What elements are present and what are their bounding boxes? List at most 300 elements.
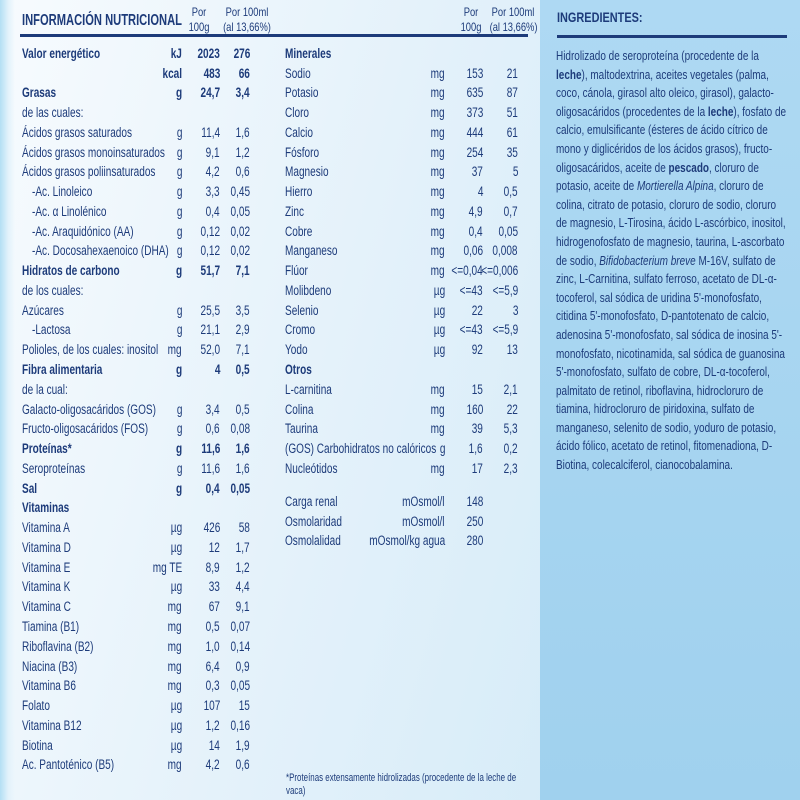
- row-label: Ácidos grasos saturados: [22, 124, 132, 140]
- table-row: [285, 84, 518, 104]
- row-value-per100ml: 61: [506, 124, 518, 140]
- table-row: [285, 281, 518, 301]
- row-unit: g: [176, 144, 182, 160]
- row-unit: [136, 380, 182, 400]
- row-value-per100ml: 2,9: [236, 322, 250, 338]
- ingredient-segment: Bifidobacterium breve: [599, 252, 696, 268]
- col-header-per-100g-middle: Por 100g: [460, 5, 482, 34]
- row-value-per100ml: 0,5: [236, 401, 250, 417]
- ingredient-segment: , cloruro de potasio, aceite de: [556, 159, 759, 194]
- row-label: Ácidos grasos monoinsaturados: [22, 144, 165, 160]
- row-value-per100ml: 2,3: [504, 460, 518, 476]
- table-row: [285, 64, 518, 84]
- row-value-per100g: 11,6: [201, 460, 220, 476]
- row-label: [22, 64, 152, 84]
- col-header-per-100g-left: Por 100g: [188, 5, 210, 34]
- row-value-per100ml: 1,6: [236, 124, 250, 140]
- ingredient-segment: Mortierella Alpina: [636, 178, 714, 194]
- row-label: Zinc: [285, 203, 304, 219]
- row-unit: mg: [168, 638, 182, 654]
- row-label: Polioles, de los cuales: inositol: [22, 342, 159, 358]
- row-value-per100ml: 21: [506, 65, 518, 81]
- row-label: Riboflavina (B2): [22, 638, 94, 654]
- row-unit: µg: [433, 282, 445, 298]
- row-label: Biotina: [22, 737, 53, 753]
- row-value-per100g: 0,4: [206, 203, 220, 219]
- table-row: [22, 400, 250, 420]
- row-value-per100g: 6,4: [206, 658, 220, 674]
- row-value-per100g: 250: [466, 513, 483, 529]
- row-unit: mOsmol/l: [402, 493, 445, 509]
- row-unit: mg: [168, 342, 182, 358]
- row-value-per100g: 4,2: [206, 757, 220, 773]
- row-value-per100g: [439, 360, 483, 380]
- row-unit: mg: [431, 124, 445, 140]
- row-unit: mg: [431, 85, 445, 101]
- row-value-per100g: 33: [208, 579, 220, 595]
- table-row: [285, 380, 518, 400]
- row-label: Vitamina C: [22, 599, 71, 615]
- row-value-per100ml: 3: [512, 302, 518, 318]
- row-label: (GOS) Carbohidratos no calóricos: [285, 441, 437, 457]
- row-unit: g: [176, 124, 182, 140]
- table-row: [285, 222, 518, 242]
- row-value-per100ml: 0,05: [498, 223, 518, 239]
- row-value-per100ml: 3,4: [236, 85, 250, 101]
- row-unit: mg: [168, 658, 182, 674]
- row-unit: µg: [170, 539, 182, 555]
- row-unit: g: [176, 164, 182, 180]
- table-row: [22, 64, 250, 84]
- row-unit: mg: [168, 618, 182, 634]
- row-value-per100g: 0,4: [206, 480, 220, 496]
- ingredients-text: [556, 47, 788, 475]
- row-label: Fibra alimentaria: [22, 362, 103, 378]
- row-value-per100ml: 0,08: [230, 421, 250, 437]
- row-value-per100ml: 0,7: [504, 203, 518, 219]
- row-unit: g: [176, 243, 182, 259]
- table-row: [22, 222, 250, 242]
- row-label: Vitaminas: [22, 500, 70, 516]
- ingredient-segment: pescado: [668, 159, 710, 175]
- row-label: Cromo: [285, 322, 316, 338]
- row-value-per100g: 373: [466, 105, 483, 121]
- row-value-per100g: 0,6: [206, 421, 220, 437]
- row-unit: kJ: [170, 45, 182, 61]
- table-row: [22, 84, 250, 104]
- row-unit: mg: [431, 144, 445, 160]
- row-value-per100g: 160: [466, 401, 483, 417]
- table-row: [22, 44, 250, 64]
- ingredient-segment: ), fosfato de calcio, emulsificante (ésteres de ácido cítrico de mono y diglicéridos de los ácidos grasos), fructo-oligosacáridos, aceite de: [556, 103, 787, 175]
- row-value-per100g: 483: [203, 65, 220, 81]
- row-value-per100g: <=0,04: [451, 263, 483, 279]
- row-label: -Lactosa: [32, 322, 71, 338]
- row-unit: g: [176, 302, 182, 318]
- row-label: Yodo: [285, 342, 308, 358]
- row-label: -Ac. α Linolénico: [32, 203, 107, 219]
- table-row: [285, 360, 518, 380]
- table-row: [22, 657, 250, 677]
- row-unit: mg: [431, 65, 445, 81]
- table-row: [22, 479, 250, 499]
- table-row: [285, 492, 518, 512]
- ingredient-segment: ), maltodextrina, aceites vegetales (palma, coco, cánola, girasol alto oleico, girasol), galacto-oligosacáridos (procedentes de la: [556, 66, 774, 119]
- table-row: [22, 617, 250, 637]
- row-value-per100g: 17: [471, 460, 483, 476]
- row-label: Molibdeno: [285, 282, 332, 298]
- row-value-per100g: 9,1: [206, 144, 220, 160]
- table-row: [22, 736, 250, 756]
- row-value-per100ml: 13: [506, 342, 518, 358]
- row-value-per100g: 148: [466, 493, 483, 509]
- row-value-per100g: 8,9: [206, 559, 220, 575]
- table-row: [22, 597, 250, 617]
- row-unit: g: [176, 460, 182, 476]
- row-unit: mg: [431, 105, 445, 121]
- row-value-per100ml: 66: [238, 65, 250, 81]
- row-value-per100ml: 0,05: [230, 480, 250, 496]
- row-value-per100g: 3,3: [206, 184, 220, 200]
- row-unit: mg: [431, 401, 445, 417]
- row-label: de la cual:: [22, 381, 68, 397]
- row-label: Manganeso: [285, 243, 338, 259]
- row-unit: g: [175, 441, 182, 457]
- row-value-per100ml: 0,9: [236, 658, 250, 674]
- row-value-per100g: 0,12: [200, 223, 220, 239]
- row-value-per100ml: 0,6: [236, 164, 250, 180]
- row-value-per100ml: 15: [238, 698, 250, 714]
- row-value-per100g: [182, 281, 220, 301]
- row-label: Vitamina K: [22, 579, 71, 595]
- row-label: Magnesio: [285, 164, 329, 180]
- row-label: Proteínas*: [22, 441, 72, 457]
- row-unit: mg: [431, 460, 445, 476]
- row-unit: mg: [431, 184, 445, 200]
- row-unit: mg: [431, 263, 445, 279]
- row-label: Sodio: [285, 65, 311, 81]
- table-row: [22, 380, 250, 400]
- row-unit: [136, 281, 182, 301]
- row-unit: mg: [431, 203, 445, 219]
- row-label: Seroproteínas: [22, 460, 86, 476]
- row-value-per100g: 4,2: [206, 164, 220, 180]
- row-label: Tiamina (B1): [22, 618, 80, 634]
- row-label: Osmolalidad: [285, 533, 341, 549]
- row-value-per100g: 1,2: [206, 717, 220, 733]
- row-label: Cobre: [285, 223, 313, 239]
- nutrition-table-osmolarity: [285, 492, 518, 551]
- row-value-per100g: 12: [208, 539, 220, 555]
- table-row: [285, 123, 518, 143]
- row-value-per100ml: 2,1: [504, 381, 518, 397]
- row-value-per100ml: 5: [512, 164, 518, 180]
- row-value-per100ml: [220, 499, 250, 519]
- row-value-per100g: 1,0: [206, 638, 220, 654]
- row-value-per100g: 52,0: [200, 342, 220, 358]
- row-value-per100g: 15: [471, 381, 483, 397]
- row-value-per100g: <=43: [460, 282, 483, 298]
- table-row: [285, 44, 518, 64]
- row-label: Colina: [285, 401, 314, 417]
- row-value-per100g: [182, 499, 220, 519]
- row-value-per100g: 107: [203, 698, 220, 714]
- row-label: Calcio: [285, 124, 313, 140]
- table-row: [22, 242, 250, 262]
- table-row: [22, 518, 250, 538]
- row-value-per100ml: 0,02: [230, 223, 250, 239]
- row-value-per100ml: 3,5: [236, 302, 250, 318]
- row-value-per100ml: 1,6: [236, 460, 250, 476]
- table-row: [22, 420, 250, 440]
- table-row: [22, 202, 250, 222]
- table-row: [22, 281, 250, 301]
- row-value-per100g: 0,5: [206, 618, 220, 634]
- nutrition-table-minerals: [285, 44, 518, 479]
- page-title-text: INFORMACIÓN NUTRICIONAL: [22, 12, 182, 29]
- row-unit: g: [176, 401, 182, 417]
- row-value-per100g: 11,6: [201, 441, 220, 457]
- row-label: Minerales: [285, 45, 332, 61]
- table-row: [285, 400, 518, 420]
- row-label: Vitamina D: [22, 539, 71, 555]
- row-label: Osmolaridad: [285, 513, 342, 529]
- row-label: Hierro: [285, 184, 313, 200]
- row-unit: g: [439, 441, 445, 457]
- row-label: Vitamina B12: [22, 717, 82, 733]
- row-label: -Ac. Araquidónico (AA): [32, 223, 134, 239]
- row-label: -Ac. Docosahexaenoico (DHA): [32, 243, 169, 259]
- table-row: [285, 242, 518, 262]
- row-value-per100g: 24,7: [200, 85, 220, 101]
- row-value-per100g: 4: [477, 184, 483, 200]
- row-value-per100ml: 0,5: [236, 362, 250, 378]
- row-unit: mg TE: [152, 559, 182, 575]
- row-unit: µg: [170, 737, 182, 753]
- table-row: [22, 103, 250, 123]
- row-value-per100g: 0,12: [200, 243, 220, 259]
- row-value-per100ml: 276: [233, 45, 250, 61]
- row-value-per100g: 14: [208, 737, 220, 753]
- row-value-per100ml: 0,008: [492, 243, 518, 259]
- row-value-per100g: 4,9: [469, 203, 483, 219]
- row-label: de los cuales:: [22, 282, 84, 298]
- row-label: Fósforo: [285, 144, 320, 160]
- table-row: [22, 360, 250, 380]
- row-label: Potasio: [285, 85, 319, 101]
- row-unit: g: [176, 184, 182, 200]
- row-value-per100ml: 0,07: [230, 618, 250, 634]
- row-label: Ácidos grasos poliinsaturados: [22, 164, 156, 180]
- table-row: [285, 321, 518, 341]
- row-value-per100g: 635: [466, 85, 483, 101]
- ingredient-segment: leche: [707, 103, 734, 119]
- row-value-per100g: 444: [466, 124, 483, 140]
- table-row: [285, 301, 518, 321]
- row-unit: mg: [168, 599, 182, 615]
- row-unit: mg: [431, 243, 445, 259]
- row-unit: [136, 103, 182, 123]
- row-value-per100ml: 7,1: [236, 263, 250, 279]
- row-unit: µg: [433, 342, 445, 358]
- table-row: [22, 677, 250, 697]
- row-label: Azúcares: [22, 302, 64, 318]
- row-label: Flúor: [285, 263, 308, 279]
- table-row: [285, 532, 518, 552]
- row-value-per100g: 1,6: [469, 441, 483, 457]
- row-unit: [385, 360, 445, 380]
- table-row: [22, 321, 250, 341]
- row-value-per100ml: [484, 512, 518, 532]
- row-value-per100g: 4: [214, 362, 220, 378]
- row-value-per100g: 39: [471, 421, 483, 437]
- row-value-per100ml: 22: [506, 401, 518, 417]
- row-value-per100g: <=43: [460, 322, 483, 338]
- row-unit: g: [176, 223, 182, 239]
- row-unit: µg: [170, 520, 182, 536]
- table-row: [22, 756, 250, 776]
- row-value-per100g: 92: [471, 342, 483, 358]
- table-row: [22, 558, 250, 578]
- row-unit: mg: [431, 421, 445, 437]
- row-value-per100g: 153: [466, 65, 483, 81]
- protein-footnote: *Proteínas extensamente hidrolizadas (procedente de la leche de vaca): [286, 772, 517, 797]
- row-value-per100ml: [484, 532, 518, 552]
- row-unit: mg: [431, 381, 445, 397]
- row-label: Sal: [22, 480, 38, 496]
- table-row: [22, 716, 250, 736]
- row-value-per100g: 37: [471, 164, 483, 180]
- row-value-per100ml: [484, 492, 518, 512]
- row-unit: kcal: [162, 65, 182, 81]
- table-row: [22, 696, 250, 716]
- row-label: Otros: [285, 362, 312, 378]
- row-value-per100g: [182, 380, 220, 400]
- row-label: Cloro: [285, 105, 309, 121]
- header-divider-line: [20, 34, 528, 37]
- ingredient-segment: , cloruro de colina, citrato de potasio, cloruro de sodio, cloruro de magnesio, L-Tirosina, ácido L-ascórbico, inositol, hidrogenofosfato de magnesio, taurina, L-ascorbato de sodio,: [556, 178, 786, 268]
- table-row: [285, 163, 518, 183]
- row-value-per100ml: 1,2: [236, 144, 250, 160]
- row-unit: [136, 499, 182, 519]
- row-unit: mg: [168, 678, 182, 694]
- row-value-per100ml: <=5,9: [492, 282, 518, 298]
- table-row: [285, 340, 518, 360]
- row-value-per100g: [182, 103, 220, 123]
- row-value-per100ml: 1,2: [236, 559, 250, 575]
- row-unit: g: [175, 362, 182, 378]
- row-label: Vitamina E: [22, 559, 71, 575]
- row-value-per100ml: 58: [238, 520, 250, 536]
- col-header-per-100ml-middle: Por 100ml (al 13,66%): [489, 5, 538, 34]
- row-unit: mOsmol/l: [402, 513, 445, 529]
- table-row: [285, 512, 518, 532]
- ingredient-segment: M-16V, sulfato de zinc, L-Carnitina, sulfato ferroso, acetato de DL-α-tocoferol, sal sódica de uridina 5'-monofosfato, citidina 5'-monofosfato, D-pantotenato de calcio, adenosina 5'-monofosfato, sal sódica de inosina 5'-monofosfato, nicotinamida, sal sódica de guanosina 5'-monofosfato, sulfato de cobre, DL-α-tocoferol, palmitato de retinol, riboflavina, hidrocloruro de tiamina, hidrocloruro de piridoxina, sulfato de manganeso, selenito de sodio, yoduro de potasio, ácido fólico, acetato de retinol, fitomenadiona, D-Biotina, colecalciferol, cianocobalamina.: [556, 252, 785, 473]
- ingredients-paragraph: [556, 47, 787, 475]
- table-row: [22, 182, 250, 202]
- row-unit: mOsmol/kg agua: [369, 533, 445, 549]
- row-unit: g: [176, 203, 182, 219]
- table-row: [22, 340, 250, 360]
- row-value-per100ml: 7,1: [236, 342, 250, 358]
- table-row: [22, 301, 250, 321]
- row-unit: g: [176, 322, 182, 338]
- row-label: Vitamina B6: [22, 678, 76, 694]
- row-value-per100ml: [484, 44, 518, 64]
- row-value-per100ml: 1,7: [236, 539, 250, 555]
- table-row: [285, 420, 518, 440]
- row-value-per100ml: 1,6: [236, 441, 250, 457]
- table-row: [285, 202, 518, 222]
- row-value-per100ml: 0,05: [230, 203, 250, 219]
- row-value-per100ml: [220, 380, 250, 400]
- row-label: de las cuales:: [22, 105, 84, 121]
- table-row: [22, 163, 250, 183]
- table-row: [22, 439, 250, 459]
- row-label: Folato: [22, 698, 50, 714]
- table-row: [285, 103, 518, 123]
- row-value-per100g: 426: [203, 520, 220, 536]
- row-value-per100g: 3,4: [206, 401, 220, 417]
- row-label: Vitamina A: [22, 520, 70, 536]
- row-unit: [385, 44, 445, 64]
- package-edge-gradient: [0, 0, 15, 800]
- row-value-per100g: 21,1: [200, 322, 220, 338]
- table-row: [22, 143, 250, 163]
- row-value-per100g: 254: [466, 144, 483, 160]
- row-label: L-carnitina: [285, 381, 332, 397]
- row-unit: g: [175, 263, 182, 279]
- row-unit: µg: [433, 302, 445, 318]
- row-value-per100ml: 0,16: [230, 717, 250, 733]
- row-unit: g: [176, 421, 182, 437]
- row-value-per100ml: 87: [506, 85, 518, 101]
- row-value-per100ml: 1,9: [236, 737, 250, 753]
- row-value-per100ml: 0,5: [504, 184, 518, 200]
- row-value-per100g: 280: [466, 533, 483, 549]
- row-unit: µg: [170, 579, 182, 595]
- ingredient-segment: Hidrolizado de seroproteína (procedente de la: [556, 48, 759, 63]
- table-row: [22, 261, 250, 281]
- table-row: [285, 439, 518, 459]
- row-value-per100g: 67: [208, 599, 220, 615]
- row-value-per100ml: 0,14: [230, 638, 250, 654]
- row-value-per100g: [439, 44, 483, 64]
- row-value-per100g: 11,4: [201, 124, 220, 140]
- row-label: Ac. Pantoténico (B5): [22, 757, 115, 773]
- row-value-per100ml: 4,4: [236, 579, 250, 595]
- row-unit: µg: [433, 322, 445, 338]
- row-value-per100g: 22: [471, 302, 483, 318]
- col-header-per-100ml-left: Por 100ml (al 13,66%): [223, 5, 271, 34]
- nutrition-table-left: [22, 44, 250, 775]
- table-row: [22, 499, 250, 519]
- row-value-per100g: 0,4: [469, 223, 483, 239]
- row-label: Selenio: [285, 302, 319, 318]
- table-row: [285, 182, 518, 202]
- row-value-per100ml: [220, 281, 250, 301]
- table-row: [22, 538, 250, 558]
- row-value-per100ml: [220, 103, 250, 123]
- row-value-per100ml: 0,45: [230, 184, 250, 200]
- row-unit: g: [175, 480, 182, 496]
- table-row: [22, 459, 250, 479]
- row-value-per100ml: 51: [506, 105, 518, 121]
- row-label: Nucleótidos: [285, 460, 338, 476]
- table-row: [22, 578, 250, 598]
- row-label: Niacina (B3): [22, 658, 78, 674]
- row-label: -Ac. Linoleico: [32, 184, 93, 200]
